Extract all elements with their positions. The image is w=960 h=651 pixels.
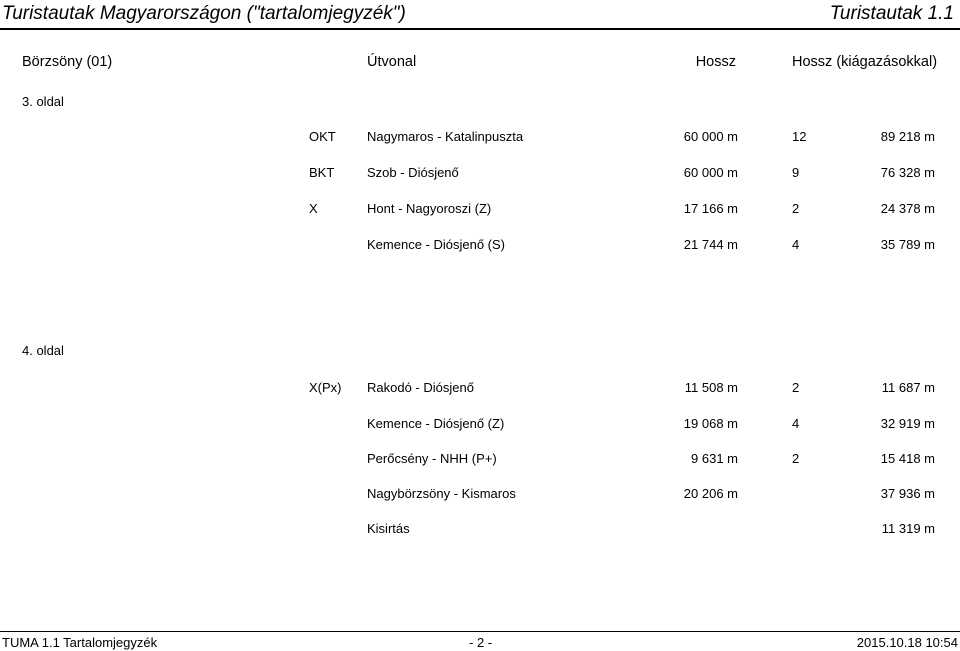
total-length: 32 919 m [880,416,935,431]
page-footer [0,633,960,651]
table-row [0,486,960,506]
branch-count: 2 [792,451,800,466]
route-name: Hont - Nagyoroszi (Z) [367,201,492,216]
branch-count: 12 [792,129,807,144]
region-heading: Börzsöny (01) [22,54,113,70]
route-name: Perőcsény - NHH (P+) [367,451,497,466]
route-name: Kemence - Diósjenő (Z) [367,416,505,431]
route-length: 60 000 m [683,165,738,180]
total-length: 11 319 m [881,521,935,536]
route-length: 60 000 m [683,129,738,144]
route-length: 20 206 m [683,486,738,501]
branch-count: 4 [792,237,800,252]
branch-count: 2 [792,380,800,395]
total-length: 15 418 m [880,451,935,466]
page-label: 3. oldal [22,94,64,109]
total-length: 11 687 m [881,380,935,395]
table-row [0,165,960,185]
table-row [0,201,960,221]
branch-count: 9 [792,165,800,180]
route-name: Kisirtás [367,521,410,536]
route-code: BKT [309,165,335,180]
document-title: Turistautak Magyarországon ("tartalomjegyzék") [2,3,406,24]
document-header [0,0,960,30]
document-subtitle: Turistautak 1.1 [829,3,954,24]
route-length: 21 744 m [683,237,738,252]
table-row [0,521,960,541]
header-divider [0,28,960,30]
page-label: 4. oldal [22,343,64,358]
route-length: 9 631 m [691,451,738,466]
route-name: Nagybörzsöny - Kismaros [367,486,516,501]
page-number: - 2 - [469,635,493,650]
footer-timestamp: 2015.10.18 10:54 [856,635,958,650]
route-name: Rakodó - Diósjenő [367,380,474,395]
total-length: 35 789 m [880,237,935,252]
table-row [0,129,960,149]
route-name: Nagymaros - Katalinpuszta [367,129,524,144]
footer-document-name: TUMA 1.1 Tartalomjegyzék [2,635,158,650]
total-length: 89 218 m [880,129,935,144]
route-length: 17 166 m [683,201,738,216]
table-row [0,451,960,471]
branch-count: 4 [792,416,800,431]
length-column-heading: Hossz [695,54,736,70]
route-length: 11 508 m [684,380,738,395]
table-row [0,237,960,257]
footer-divider [0,631,960,632]
route-code: X [309,201,318,216]
table-row [0,380,960,400]
route-code: X(Px) [309,380,342,395]
route-name: Kemence - Diósjenő (S) [367,237,505,252]
route-length: 19 068 m [683,416,738,431]
total-length: 76 328 m [880,165,935,180]
total-length: 37 936 m [880,486,935,501]
route-code: OKT [309,129,336,144]
route-column-heading: Útvonal [367,54,417,70]
total-length: 24 378 m [880,201,935,216]
route-name: Szob - Diósjenő [367,165,459,180]
branch-count: 2 [792,201,800,216]
length-branches-column-heading: Hossz (kiágazásokkal) [792,54,938,70]
table-row [0,416,960,436]
